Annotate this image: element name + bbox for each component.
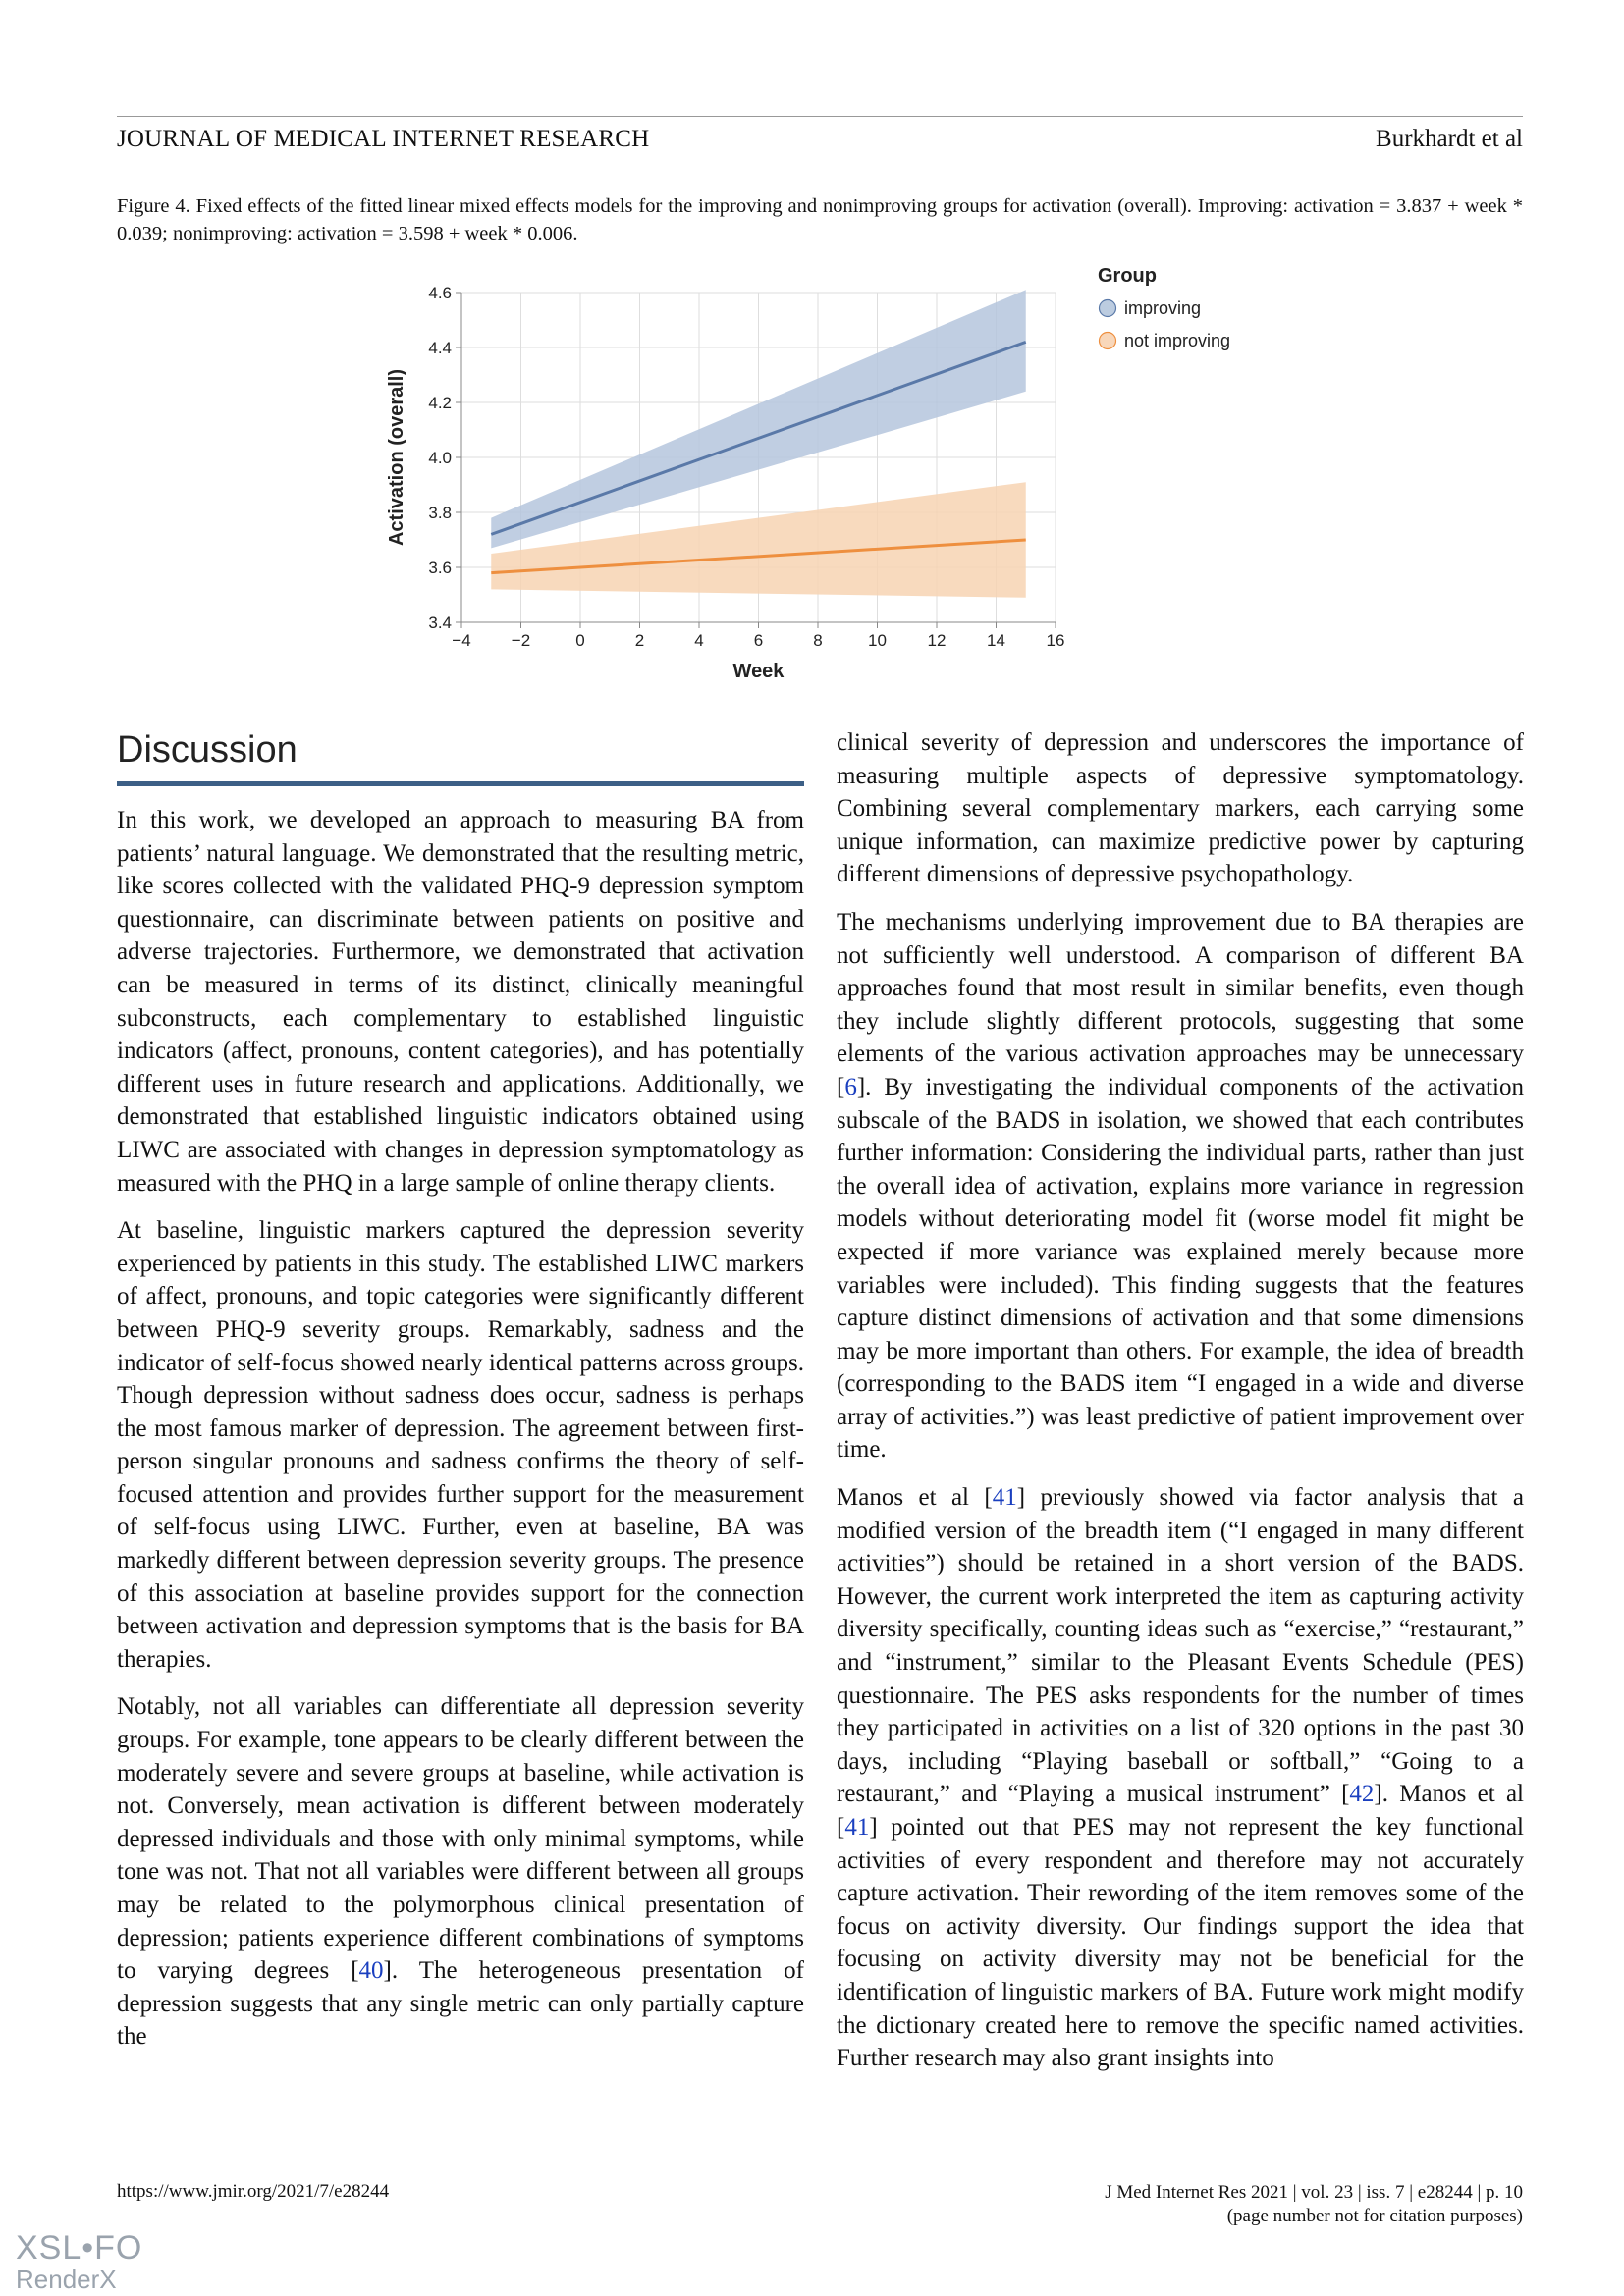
x-tick-label: 0 — [575, 631, 585, 650]
x-tick-label: −2 — [511, 631, 531, 650]
paragraph — [837, 906, 1524, 1467]
running-authors: Burkhardt et al — [1376, 126, 1523, 152]
citation-link[interactable]: 40 — [358, 1957, 384, 1985]
x-tick-label: 16 — [1046, 631, 1065, 650]
x-tick-label: 10 — [868, 631, 887, 650]
legend-label: improving — [1124, 298, 1202, 318]
x-tick-label: 8 — [813, 631, 823, 650]
y-tick-label: 3.4 — [428, 614, 452, 632]
citation-link[interactable]: 42 — [1349, 1781, 1375, 1808]
legend-title: Group — [1098, 265, 1157, 287]
right-column — [837, 726, 1524, 2090]
y-axis-title: Activation (overall) — [386, 368, 407, 547]
section-title: Discussion — [117, 726, 804, 786]
y-tick-label: 4.6 — [428, 284, 452, 302]
paragraph-text: The mechanisms underlying improvement due to BA therapies are not sufficiently well understood. A comparison of different BA approaches found that most result in similar benefits, even though they include slightly different protocols, suggesting that some elements of the various activation approaches may be unnecessary [ — [837, 908, 1524, 1100]
citation-link[interactable]: 6 — [844, 1073, 857, 1100]
paragraph-text: Manos et al [ — [837, 1484, 993, 1512]
x-tick-label: −4 — [452, 631, 471, 650]
paragraph-text: ] previously showed via factor analysis that a modified version of the breadth item (“I engaged in many different activities”) should be retained in a short version of the BADS. However, the current work interpreted the item as capturing activity diversity specifically, counting ideas such as “exercise,” “restaurant,” and “instrument,” similar to the Pleasant Events Schedule (PES) questionnaire. The PES asks respondents for the number of times they participated in activities on a list of 320 options in the past 30 days, including “Playing baseball or softball,” “Going to a restaurant,” and “Playing a musical instrument” [ — [837, 1484, 1524, 1808]
y-tick-label: 4.4 — [428, 339, 452, 357]
y-tick-label: 3.8 — [428, 504, 452, 522]
xslfo-logo: XSL•FO — [16, 2229, 143, 2267]
citation-link[interactable]: 41 — [992, 1484, 1017, 1512]
paragraph — [117, 1214, 804, 1676]
xslfo-watermark — [16, 2230, 142, 2293]
y-tick-label: 3.6 — [428, 559, 452, 577]
renderx-logo: RenderX — [16, 2265, 117, 2294]
journal-name: JOURNAL OF MEDICAL INTERNET RESEARCH — [117, 126, 650, 152]
activation-chart — [373, 257, 1276, 699]
footer-citation — [1105, 2181, 1523, 2228]
paragraph — [837, 1481, 1524, 2075]
paragraph-text: At baseline, linguistic markers captured the depression severity experienced by patients in this study. The established LIWC markers of affect, pronouns, and topic categories were significantly different between PHQ-9 severity groups. Remarkably, sadness and the indicator of self-focus showed nearly identical patterns across groups. Though depression without sadness does occur, sadness is perhaps the most famous marker of depression. The agreement between first-person singular pronouns and sadness confirms the theory of self-focused attention and provides further support for the measurement of self-focus using LIWC. Further, even at baseline, BA was markedly different between depression severity groups. The presence of this association at baseline provides support for the connection between activation and depression symptoms that is the basis for BA therapies. — [117, 1217, 804, 1673]
footer-url[interactable]: https://www.jmir.org/2021/7/e28244 — [117, 2181, 390, 2202]
x-tick-label: 12 — [927, 631, 947, 650]
footer-note: (page number not for citation purposes) — [1226, 2206, 1523, 2226]
paragraph — [837, 726, 1524, 891]
y-tick-label: 4.0 — [428, 449, 452, 467]
paragraph — [117, 1690, 804, 2054]
legend-swatch — [1100, 300, 1116, 317]
left-column — [117, 726, 804, 2068]
paragraph-text: In this work, we developed an approach to measuring BA from patients’ natural language. We demonstrated that the resulting metric, like scores collected with the validated PHQ-9 depression symptom questionnaire, can discriminate between patients on positive and adverse trajectories. Furthermore, we demonstrated that activation can be measured in terms of its distinct, clinically meaningful subconstructs, each complementary to established linguistic indicators (affect, pronouns, content categories), and has potentially different uses in future research and applications. Additionally, we demonstrated that established linguistic indicators obtained using LIWC are associated with changes in depression symptomatology as measured with the PHQ in a large sample of online therapy clients. — [117, 807, 804, 1197]
x-tick-label: 14 — [987, 631, 1005, 650]
paragraph-text: ]. The heterogeneous presentation of depression suggests that any single metric can only partially capture the — [117, 1957, 804, 2051]
x-tick-label: 6 — [753, 631, 764, 650]
paragraph-text: Notably, not all variables can differentiate all depression severity groups. For example, tone appears to be clearly different between the moderately severe and severe groups at baseline, while activation is not. Conversely, mean activation is different between moderately depressed individuals and those with only minimal symptoms, while tone was not. That not all variables were different between all groups may be related to the polymorphous clinical presentation of depression; patients experience different combinations of symptoms to varying degrees [ — [117, 1693, 804, 1985]
footer-citation-text: J Med Internet Res 2021 | vol. 23 | iss. 7 | e28244 | p. 10 — [1105, 2182, 1523, 2203]
paragraph — [117, 804, 804, 1200]
page-header — [117, 116, 1523, 165]
x-tick-label: 4 — [694, 631, 704, 650]
paragraph-text: ] pointed out that PES may not represent the key functional activities of every respondent and therefore may not accurately capture activation. Their rewording of the item removes some of the focus on activity diversity. Our findings support the idea that focusing on activity diversity may not be beneficial for the identification of linguistic markers of BA. Future work might modify the dictionary created here to remove the specific named activities. Further research may also grant insights into — [837, 1814, 1524, 2072]
left-paragraphs — [117, 804, 804, 2054]
legend-label: not improving — [1124, 331, 1231, 350]
figure-caption: Figure 4. Fixed effects of the fitted linear mixed effects models for the improving and nonimproving groups for activation (overall). Improving: activation = 3.837 + week * 0.039; nonimproving: activation = 3.598 + week * 0.006. — [117, 195, 1523, 244]
citation-link[interactable]: 41 — [844, 1814, 870, 1841]
x-tick-label: 2 — [634, 631, 645, 650]
x-axis-title: Week — [732, 661, 785, 682]
paragraph-text: ]. By investigating the individual components of the activation subscale of the BADS in isolation, we showed that each contributes further information: Considering the individual parts, rather than just the overall idea of activation, explains more variance in regression models without deteriorating model fit (worse model fit might be expected if more variance was explained merely because more variables were included). This finding suggests that the features capture distinct dimensions of activation and that some dimensions may be more important than others. For example, the idea of breadth (corresponding to the BADS item “I engaged in a wide and diverse array of activities.”) was least predictive of patient improvement over time. — [837, 1073, 1524, 1464]
paragraph-text: ]. Manos et al [ — [837, 1781, 1524, 1841]
right-paragraphs — [837, 726, 1524, 2075]
y-tick-label: 4.2 — [428, 394, 452, 412]
legend-swatch — [1100, 333, 1116, 349]
paragraph-text: clinical severity of depression and underscores the importance of measuring multiple aspects of depressive symptomatology. Combining several complementary markers, each carrying some unique information, can maximize predictive power by capturing different dimensions of depressive psychopathology. — [837, 729, 1524, 888]
